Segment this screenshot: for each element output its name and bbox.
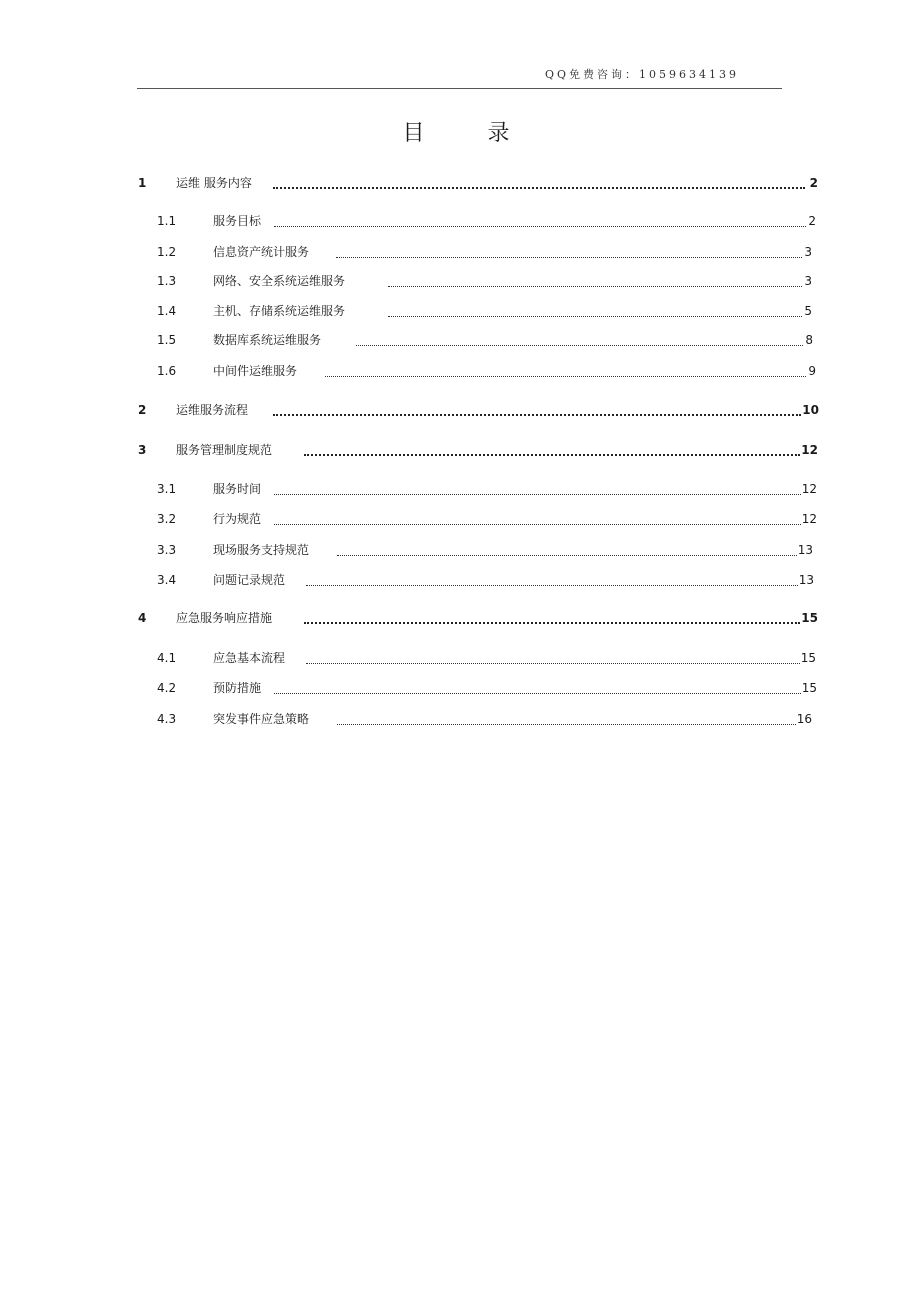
toc-entry[interactable] [0,302,920,320]
toc-entry-number: 3 [138,443,147,457]
toc-entry-number: 1.4 [157,304,177,318]
toc-entry-label: 问题记录规范 [213,573,286,587]
toc-entry-number: 3.2 [157,512,177,526]
toc-entry-number: 4.2 [157,681,177,695]
toc-entry[interactable] [0,212,920,230]
toc-entry-page: 12 [801,512,817,526]
toc-leader-dots [356,345,803,346]
toc-entry-page: 10 [802,403,819,417]
toc-entry-label: 网络、安全系统运维服务 [213,274,346,288]
toc-leader-dots [388,316,802,317]
toc-entry-number: 1.1 [157,214,177,228]
toc-entry-page: 12 [801,443,818,457]
toc-entry[interactable] [0,609,920,627]
toc-entry-label: 行为规范 [213,512,262,526]
toc-entry-page: 2 [809,176,818,190]
toc-entry-label: 服务管理制度规范 [176,443,273,457]
toc-entry-label: 预防措施 [213,681,262,695]
toc-entry-number: 1.3 [157,274,177,288]
toc-leader-dots [304,454,800,456]
toc-entry-page: 3 [804,245,812,259]
toc-entry[interactable] [0,679,920,697]
toc-entry-page: 12 [801,482,817,496]
toc-leader-dots [337,555,797,556]
toc-entry-label: 应急基本流程 [213,651,286,665]
toc-entry[interactable] [0,331,920,349]
toc-entry-page: 13 [798,573,814,587]
toc-entry-number: 4.3 [157,712,177,726]
toc-entry-number: 3.4 [157,573,177,587]
toc-leader-dots [274,494,801,495]
toc-leader-dots [306,663,800,664]
toc-entry-number: 2 [138,403,147,417]
toc-entry-label: 服务目标 [213,214,262,228]
toc-entry-number: 3.1 [157,482,177,496]
toc-entry[interactable] [0,174,920,192]
toc-entry-page: 9 [808,364,816,378]
toc-entry-number: 3.3 [157,543,177,557]
toc-entry-page: 5 [804,304,812,318]
toc-entry-number: 4.1 [157,651,177,665]
toc-entry[interactable] [0,401,920,419]
toc-leader-dots [274,226,806,227]
toc-entry-number: 1 [138,176,147,190]
toc-entry[interactable] [0,710,920,728]
toc-leader-dots [388,286,802,287]
toc-leader-dots [325,376,806,377]
toc-entry-page: 2 [808,214,816,228]
toc-entry-label: 运维 服务内容 [176,176,252,190]
toc-entry-number: 1.6 [157,364,177,378]
toc-leader-dots [336,257,802,258]
toc-entry[interactable] [0,272,920,290]
toc-entry[interactable] [0,362,920,380]
toc-leader-dots [304,622,800,624]
toc-entry-label: 运维服务流程 [176,403,249,417]
toc-entry-page: 15 [800,651,816,665]
toc-entry[interactable] [0,243,920,261]
toc-entry-page: 3 [804,274,812,288]
toc-entry-label: 现场服务支持规范 [213,543,310,557]
header-contact: QQ免费咨询：1059634139 [545,68,740,81]
toc-entry-page: 16 [796,712,812,726]
toc-entry[interactable] [0,510,920,528]
toc-entry[interactable] [0,571,920,589]
toc-leader-dots [274,693,801,694]
toc-entry-label: 突发事件应急策略 [213,712,310,726]
toc-entry-number: 1.5 [157,333,177,347]
toc-entry-label: 主机、存储系统运维服务 [213,304,346,318]
toc-entry[interactable] [0,541,920,559]
toc-leader-dots [337,724,796,725]
toc-leader-dots [273,187,805,189]
toc-entry-label: 中间件运维服务 [213,364,298,378]
toc-leader-dots [306,585,798,586]
toc-entry-page: 15 [801,611,818,625]
toc-entry-label: 服务时间 [213,482,262,496]
toc-entry-page: 15 [801,681,817,695]
toc-leader-dots [273,414,801,416]
toc-entry-label: 信息资产统计服务 [213,245,310,259]
toc-entry-page: 8 [805,333,813,347]
toc-entry-number: 1.2 [157,245,177,259]
header-rule [137,88,782,89]
toc-entry-label: 应急服务响应措施 [176,611,273,625]
toc-entry[interactable] [0,441,920,459]
toc-entry-number: 4 [138,611,147,625]
toc-entry[interactable] [0,480,920,498]
toc-leader-dots [274,524,801,525]
toc-title: 目 录 [402,121,538,146]
toc-entry-page: 13 [797,543,813,557]
toc-entry[interactable] [0,649,920,667]
toc-entry-label: 数据库系统运维服务 [213,333,322,347]
